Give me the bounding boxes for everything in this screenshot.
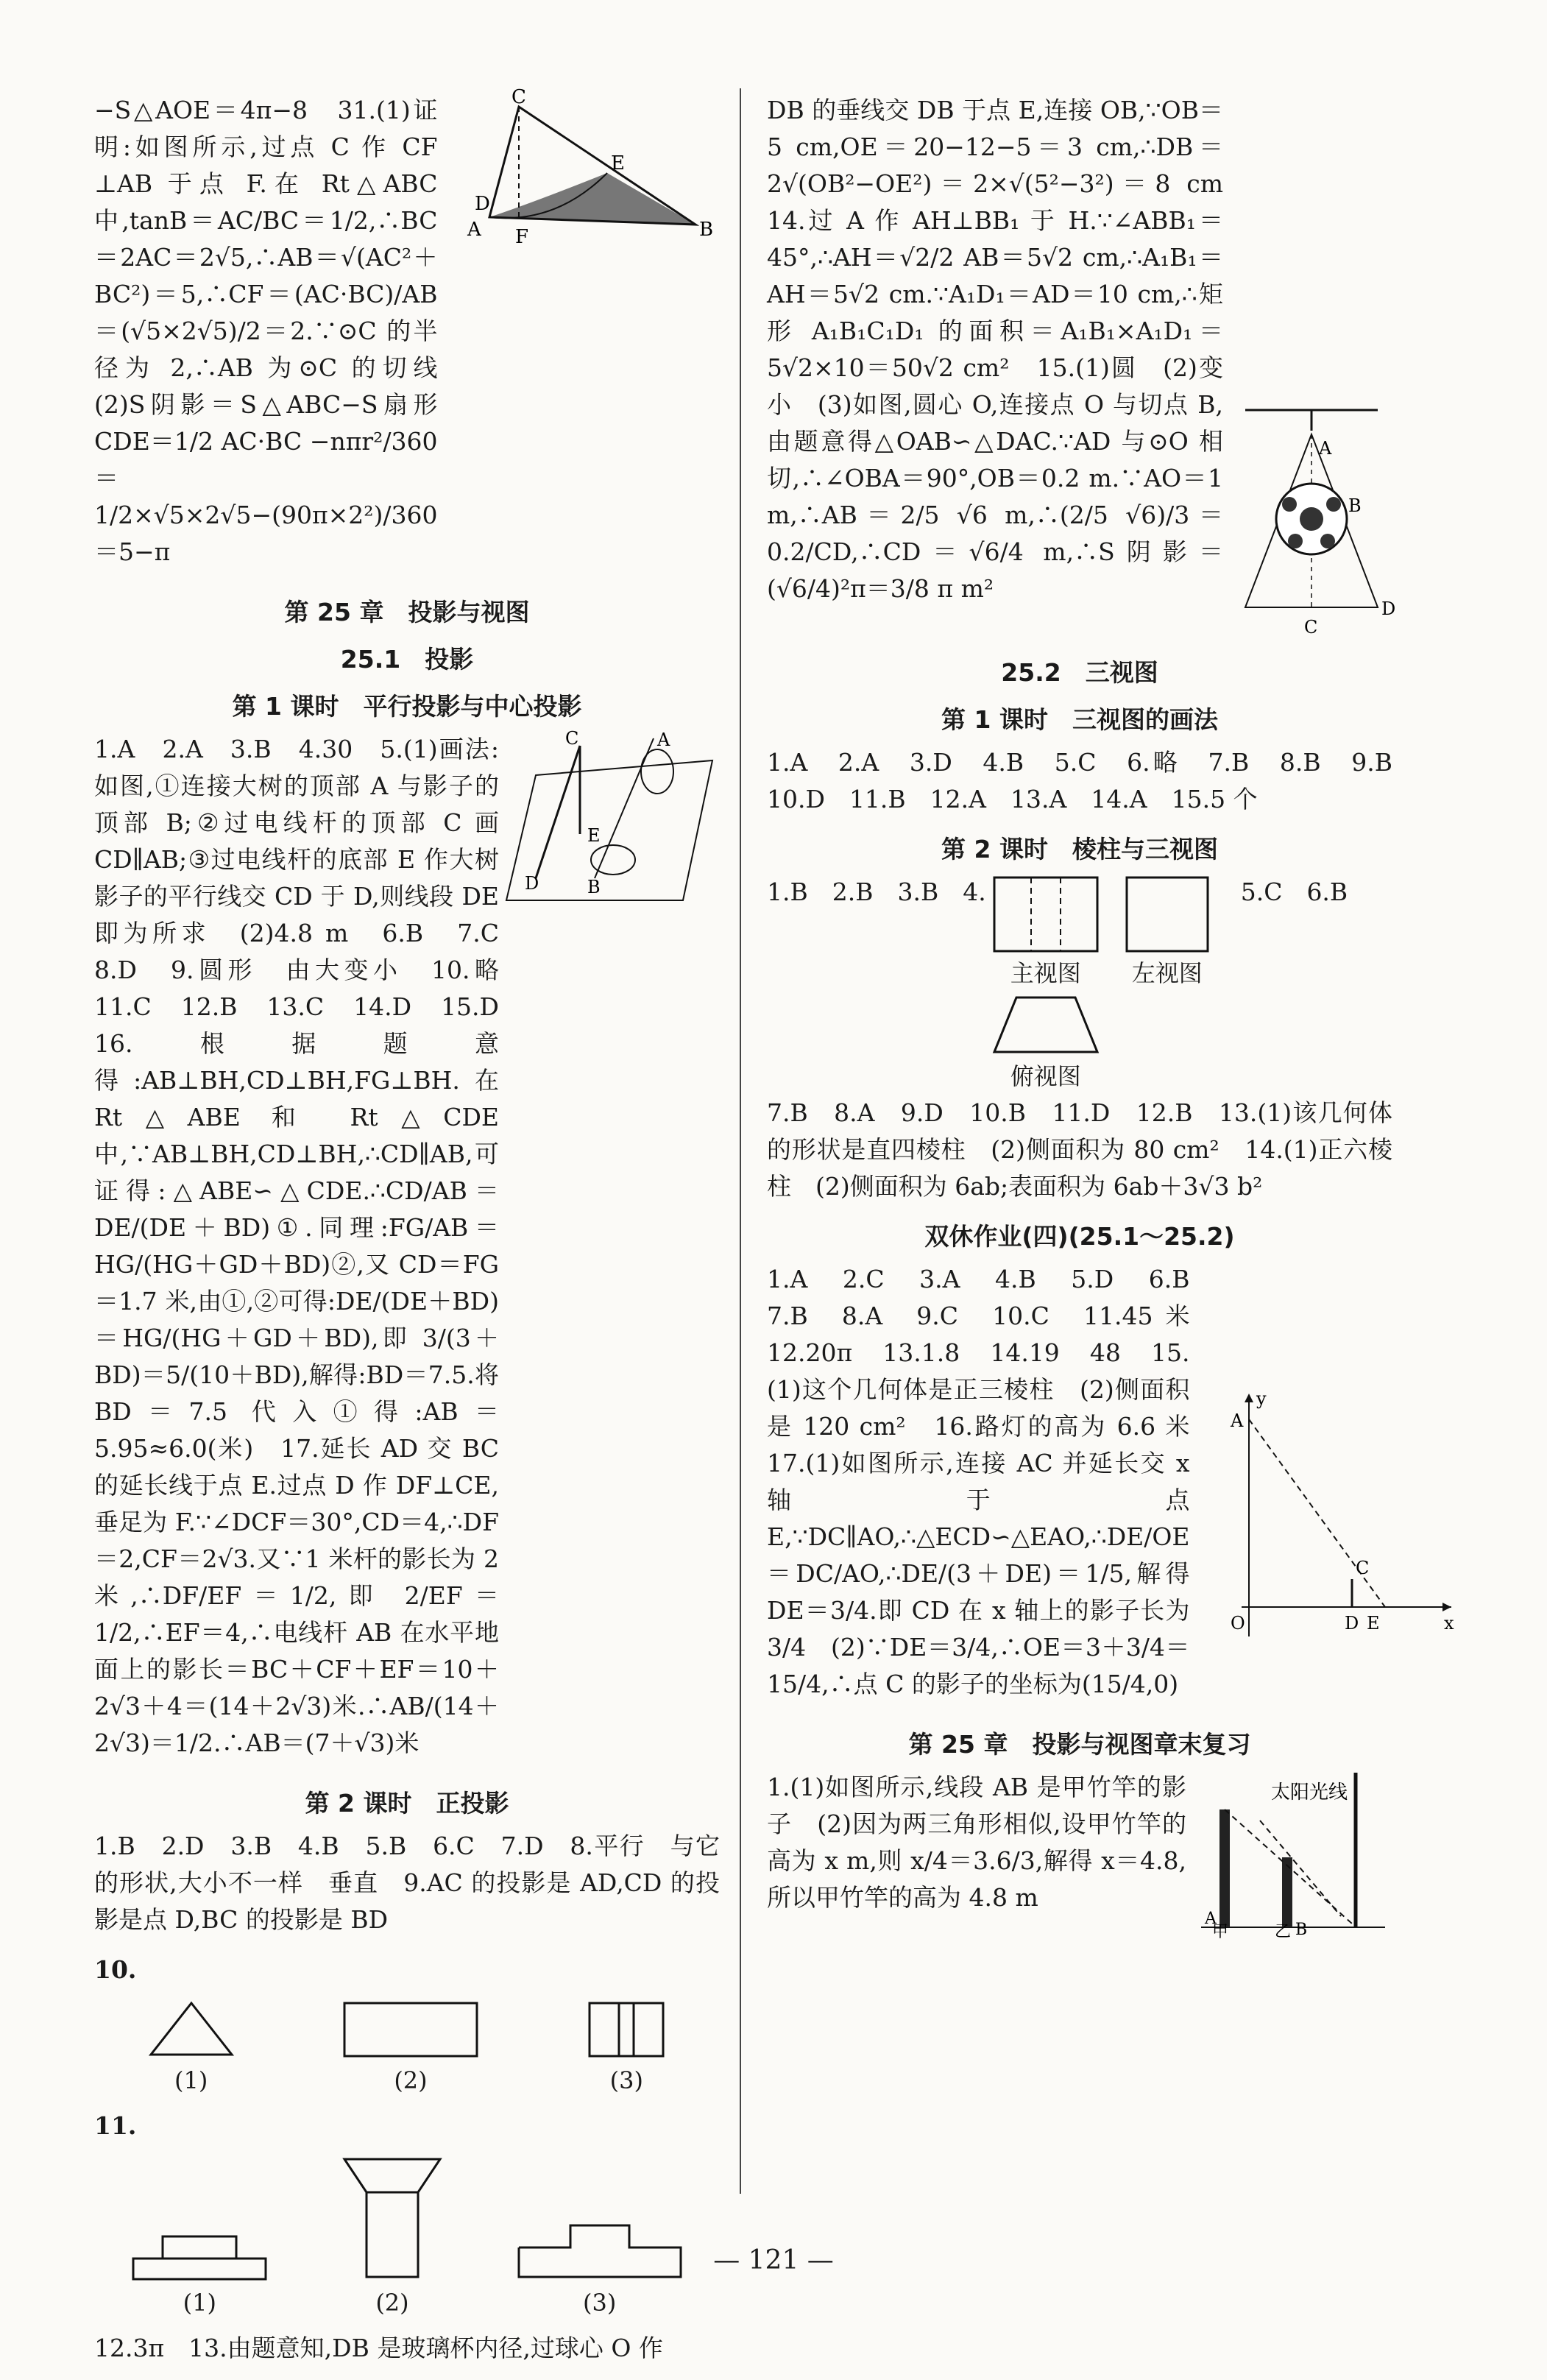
svg-text:A: A (1319, 438, 1332, 459)
caption-3: (3) (582, 2289, 617, 2317)
section-25-1-heading: 25.1 投影 (340, 645, 474, 674)
question-10-label: 10. (94, 1955, 137, 1984)
svg-text:A: A (657, 730, 670, 750)
left-view-caption: 左视图 (1131, 959, 1203, 987)
svg-text:A: A (1230, 1410, 1243, 1431)
right-column (767, 92, 1454, 1941)
top-view-caption: 俯视图 (1010, 1062, 1081, 1090)
weekend-homework-heading: 双休作业(四)(25.1～25.2) (924, 1222, 1235, 1251)
figure-31-triangle (445, 86, 725, 254)
question-10-figures (94, 1996, 720, 2099)
answers-1-4: 1.B 2.B 3.B 4. (767, 878, 986, 906)
question-11-figures (94, 2152, 720, 2321)
svg-text:C: C (1304, 617, 1318, 638)
figure-coordinate-shadow (1197, 1386, 1462, 1651)
rectangle-view (337, 1996, 484, 2062)
answers-lesson-2: 1.B 2.D 3.B 4.B 5.B 6.C 7.D 8.平行 与它的形状,大小不一样 垂直 9.AC 的投影是 AD,CD 的投影是点 D,BC 的投影是 BD (94, 1832, 720, 1934)
svg-text:E: E (1366, 1613, 1380, 1634)
svg-text:D: D (474, 193, 490, 215)
svg-text:E: E (587, 825, 601, 846)
svg-text:B: B (1295, 1921, 1308, 1939)
answer-31: −S△AOE＝4π−8 31.(1)证明:如图所示,过点 C 作 CF ⊥AB 于点 F.在 Rt△ABC 中,tanB＝AC/BC＝1/2,∴BC＝2AC＝2√5,∴AB＝√(AC²＋BC²)＝5,∴CF＝(AC·BC)/AB＝(√5×2√5)/2＝2.∵⊙C 的半径为 2,∴AB 为⊙C 的切线 (2)S阴影＝S△ABC−S扇形CDE＝1/2 AC·BC −nπr²/360＝1/2×√5×2√5−(90π×2²)/360＝5−π (94, 96, 462, 566)
weekend-answers: 1.A 2.C 3.A 4.B 5.D 6.B 7.B 8.A 9.C 10.C 11.45 米 12.20π 13.1.8 14.19 48 15.(1)这个几何体是正三棱柱 (2)侧面积是 120 cm² 16.路灯的高为 6.6 米 17.(1)如图所示,连接 AC 并延长交 x 轴于点 E,∵DC∥AO,∴△ECD∽△EAO,∴DE/OE＝DC/AO,∴DE/(3＋DE)＝1/5,解得 DE＝3/4.即 CD 在 x 轴上的影子长为 3/4 (2)∵DE＝3/4,∴OE＝3＋3/4＝15/4,∴点 C 的影子的坐标为(15/4,0) (767, 1265, 1214, 1698)
left-column (94, 86, 720, 2380)
front-view (991, 874, 1101, 955)
answers-three-views: 1.A 2.A 3.D 4.B 5.C 6.略 7.B 8.B 9.B 10.D 11.B 12.A 13.A 14.A 15.5 个 (767, 748, 1417, 813)
answers-5-6: 5.C 6.B (1240, 878, 1348, 906)
chapter-25-heading: 第 25 章 投影与视图 (284, 598, 530, 626)
lesson-2-prism-heading: 第 2 课时 棱柱与三视图 (941, 835, 1218, 864)
svg-text:C: C (1355, 1558, 1369, 1578)
chapter-review-heading: 第 25 章 投影与视图章末复习 (908, 1730, 1251, 1759)
front-view-caption: 主视图 (1010, 959, 1081, 987)
lesson-1-heading: 第 1 课时 平行投影与中心投影 (232, 692, 582, 721)
svg-text:C: C (565, 728, 579, 749)
svg-text:D: D (1344, 1613, 1359, 1634)
figure-bamboo-shadow (1194, 1769, 1392, 1941)
svg-text:O: O (1230, 1613, 1245, 1634)
svg-text:B: B (698, 219, 713, 241)
figure-lamp-ball (1231, 401, 1396, 644)
svg-text:C: C (511, 86, 526, 108)
triangle-view (144, 1996, 239, 2062)
svg-text:D: D (525, 873, 539, 894)
lesson-1-views-heading: 第 1 课时 三视图的画法 (941, 705, 1218, 734)
split-rectangle-view (582, 1996, 670, 2062)
svg-text:E: E (610, 152, 625, 174)
three-views-figure (991, 874, 1211, 1095)
svg-text:x: x (1443, 1613, 1454, 1634)
chapter-review-answers: 1.(1)如图所示,线段 AB 是甲竹竿的影子 (2)因为两三角形相似,设甲竹竿的高为 x m,则 x/4＝3.6/3,解得 x＝4.8,所以甲竹竿的高为 4.8 m (767, 1773, 1186, 1912)
question-11-label: 11. (94, 2111, 137, 2140)
svg-text:B: B (587, 877, 601, 897)
left-view (1123, 874, 1211, 955)
label-jia: 甲 (1212, 1923, 1229, 1941)
caption-2: (2) (394, 2066, 428, 2094)
svg-text:D: D (1381, 598, 1396, 619)
svg-text:y: y (1256, 1388, 1267, 1409)
caption-1: (1) (183, 2289, 216, 2317)
column-divider (740, 88, 741, 2194)
answers-lesson-1: 1.A 2.A 3.B 4.30 5.(1)画法:如图,①连接大树的顶部 A 与影子的顶部 B;②过电线杆的顶部 C 画 CD∥AB;③过电线杆的底部 E 作大树影子的平行线交 CD 于 D,则线段 DE 即为所求 (2)4.8 m 6.B 7.C 8.D 9.圆形 由大变小 10.略 11.C 12.B 13.C 14.D 15.D 16.根据题意得:AB⊥BH,CD⊥BH,FG⊥BH.在 Rt△ABE 和 Rt△CDE 中,∵AB⊥BH,CD⊥BH,∴CD∥AB,可证得:△ABE∽△CDE.∴CD/AB＝DE/(DE＋BD)①.同理:FG/AB＝HG/(HG＋GD＋BD)②,又 CD＝FG＝1.7 米,由①,②可得:DE/(DE＋BD)＝HG/(HG＋GD＋BD),即 3/(3＋BD)＝5/(10＋BD),解得:BD＝7.5.将 BD＝7.5 代入①得:AB＝5.95≈6.0(米) 17.延长 AD 交 BC 的延长线于点 E.过点 D 作 DF⊥CE,垂足为 F.∵∠DCF＝30°,CD＝4,∴DF＝2,CF＝2√3.又∵1 米杆的影长为 2 米,∴DF/EF＝1/2,即 2/EF＝1/2,∴EF＝4,∴电线杆 AB 在水平地面上的影长＝BC＋CF＋EF＝10＋2√3＋4＝(14＋2√3)米.∴AB/(14＋2√3)＝1/2.∴AB＝(7＋√3)米 (94, 735, 523, 1757)
caption-1: (1) (174, 2066, 208, 2094)
svg-text:A: A (467, 219, 481, 241)
section-25-2-heading: 25.2 三视图 (1001, 658, 1158, 687)
sun-ray-label: 太阳光线 (1271, 1782, 1348, 1804)
label-yi: 乙 (1275, 1923, 1292, 1941)
lesson-2-heading: 第 2 课时 正投影 (305, 1789, 509, 1818)
svg-text:A: A (1205, 1910, 1217, 1928)
answers-7-14: 7.B 8.A 9.D 10.B 11.D 12.B 13.(1)该几何体的形状是直四棱柱 (2)侧面积为 80 cm² 14.(1)正六棱柱 (2)侧面积为 6ab;表面积为 6ab＋3√3 b² (767, 1098, 1392, 1201)
svg-text:F: F (514, 226, 528, 248)
answers-13-15: DB 的垂线交 DB 于点 E,连接 OB,∵OB＝5 cm,OE＝20−12−5＝3 cm,∴DB＝2√(OB²−OE²)＝2×√(5²−3²)＝8 cm 14.过 A 作 AH⊥BB₁ 于 H.∵∠ABB₁＝45°,∴AH＝√2/2 AB＝5√2 cm,∴A₁B₁＝AH＝5√2 cm.∵A₁D₁＝AD＝10 cm,∴矩形 A₁B₁C₁D₁ 的面积＝A₁B₁×A₁D₁＝5√2×10＝50√2 cm² 15.(1)圆 (2)变小 (3)如图,圆心 O,连接点 O 与切点 B,由题意得△OAB∽△DAC.∵AD 与⊙O 相切,∴∠OBA＝90°,OB＝0.2 m.∵AO＝1 m,∴AB＝2/5 √6 m,∴(2/5 √6)/3＝0.2/CD,∴CD＝√6/4 m,∴S阴影＝(√6/4)²π＝3/8 π m² (767, 96, 1247, 603)
caption-3: (3) (609, 2066, 643, 2094)
top-view (991, 992, 1101, 1058)
answers-12-13: 12.3π 13.由题意知,DB 是玻璃杯内径,过球心 O 作 (94, 2334, 663, 2362)
page-number: — 121 — (713, 2245, 834, 2275)
figure-shadow-projection (506, 728, 720, 908)
caption-2: (2) (375, 2289, 409, 2317)
svg-text:B: B (1348, 495, 1362, 516)
